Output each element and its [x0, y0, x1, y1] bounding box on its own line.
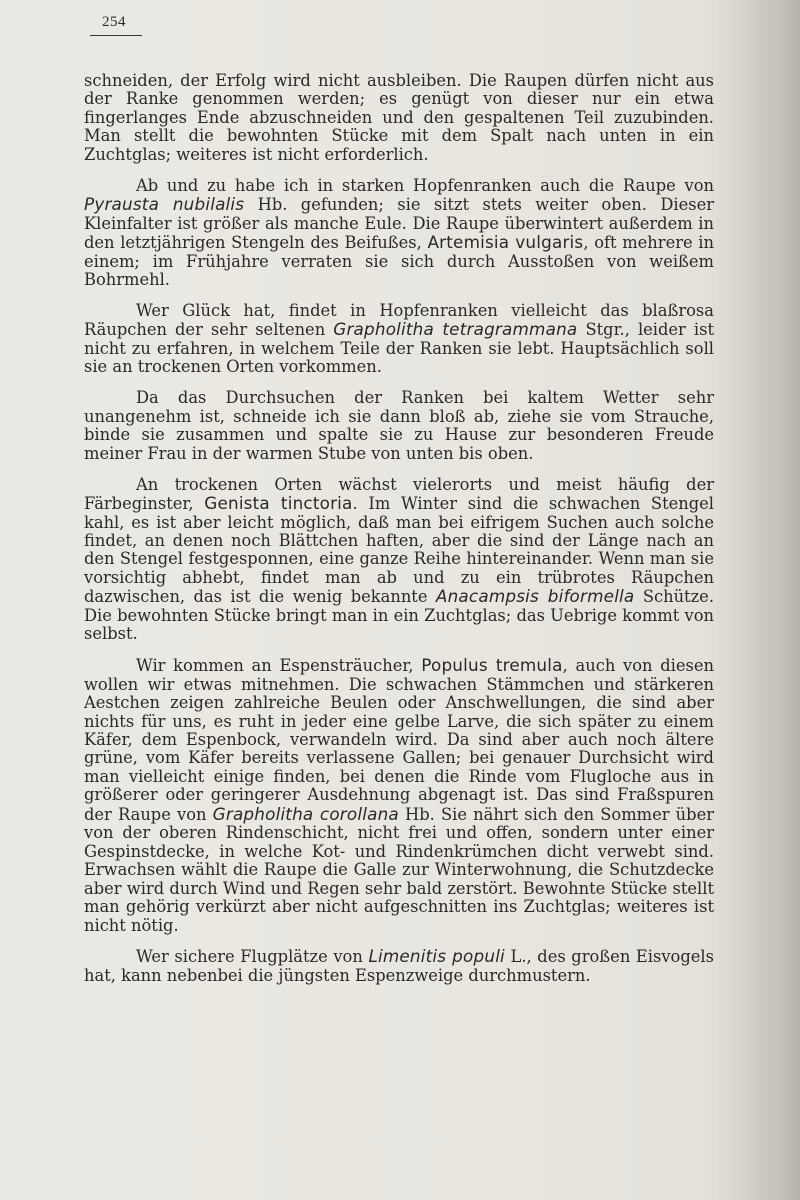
plant-name: Artemisia vulgaris — [427, 232, 584, 253]
paragraph — [84, 72, 714, 164]
paragraph — [84, 947, 714, 985]
plant-name: Genista tinctoria — [204, 493, 353, 514]
text-run: Wer Glück hat, findet in Hopfenranken vielleicht das blaßrosa Räupchen der sehr seltenen — [84, 300, 714, 340]
text-run: Hb. gefunden; sie sitzt stets weiter oben. Dieser Kleinfalter ist größer als manche Eule. Die Raupe überwintert außerdem in den letztjährigen Stengeln des Beifußes, — [84, 195, 714, 253]
paragraph — [84, 656, 714, 935]
text-run: schneiden, der Erfolg wird nicht ausbleiben. Die Raupen dürfen nicht aus der Ranke genommen werden; es genügt von dieser nur ein etwa fingerlanges Ende abzuschneiden und den gespaltenen Teil zuzubinden. Man stellt die bewohnten Stücke mit dem Spalt nach unten in ein Zuchtglas; weiteres ist nicht erforderlich. — [84, 71, 714, 164]
paragraph — [84, 177, 714, 290]
species-name: Anacampsis biformella — [435, 586, 635, 607]
body-text — [84, 72, 714, 998]
text-run: Ab und zu habe ich in starken Hopfenranken auch die Raupe von — [136, 175, 714, 195]
text-run: Schütze. Die bewohnten Stücke bringt man in ein Zuchtglas; das Uebrige kommt von selbst. — [84, 587, 714, 644]
paragraph — [84, 476, 714, 644]
text-run: An trockenen Orten wächst vielerorts und meist häufig der Färbeginster, — [84, 474, 714, 514]
text-run: Stgr., leider ist nicht zu erfahren, in welchem Teile der Ranken sie lebt. Hauptsächlich soll sie an trockenen Orten vorkommen. — [84, 320, 714, 377]
page-number: 254 — [90, 14, 142, 36]
text-run: . Im Winter sind die schwachen Stengel kahl, es ist aber leicht möglich, daß man bei eifrigem Suchen auch solche findet, an denen noch Blättchen haften, aber die sind der Länge nach an den Stengel festgesponnen, eine ganze Reihe hintereinander. Wenn man sie vorsichtig abhebt, findet man ab und zu ein trübrotes Räupchen dazwischen, das ist die wenig bekannte — [84, 494, 715, 607]
text-run: Wer sichere Flugplätze von — [136, 947, 369, 967]
species-name: Grapholitha corollana — [212, 803, 399, 824]
page-edge-shadow — [730, 0, 800, 1200]
text-run: Wir kommen an Espensträucher, — [136, 656, 422, 676]
text-run: , auch von diesen wollen wir etwas mitnehmen. Die schwachen Stämmchen und stärkeren Aestchen zeigen zahlreiche Beulen oder Anschwellungen, die sind aber nichts für uns, es ruht in jeder eine gelbe Larve, die sich später zu einem Käfer, dem Espenbock, verwandeln wird. Da sind aber auch noch ältere grüne, vom Käfer bereits verlassene Gallen; bei genauer Durchsicht wird man vielleicht einige finden, bei denen die Rinde vom Flugloche aus in größerer oder geringerer Ausdehnung abgenagt ist. Das sind Fraßspuren der Raupe von — [84, 656, 714, 824]
species-name: Pyrausta nubilalis — [84, 194, 245, 215]
paragraph — [84, 389, 714, 463]
species-name: Grapholitha tetragrammana — [333, 319, 578, 340]
text-run: Hb. Sie nährt sich den Sommer über von der oberen Rindenschicht, nicht frei und offen, sondern unter einer Gespinstdecke, in welche Kot- und Rindenkrümchen dicht verwebt sind. Erwachsen wählt die Raupe die Galle zur Winterwohnung, die Schutzdecke aber wird durch Wind und Regen sehr bald zerstört. Bewohnte Stücke stellt man gehörig verkürzt aber nicht aufgeschnitten ins Zuchtglas; weiteres ist nicht nötig. — [84, 804, 714, 935]
paragraph — [84, 302, 714, 377]
text-run: L., des großen Eisvogels hat, kann nebenbei die jüngsten Espenzweige durchmustern. — [84, 947, 714, 985]
text-run: , oft mehrere in einem; im Frühjahre verraten sie sich durch Ausstoßen von weißem Bohrmehl. — [84, 233, 714, 290]
species-name: Limenitis populi — [368, 946, 505, 967]
text-run: Da das Durchsuchen der Ranken bei kaltem Wetter sehr unangenehm ist, schneide ich sie dann bloß ab, ziehe sie vom Strauche, binde sie zusammen und spalte sie zu Hause zur besonderen Freude meiner Frau in der warmen Stube von unten bis oben. — [84, 388, 714, 463]
plant-name: Populus tremula — [421, 655, 563, 676]
